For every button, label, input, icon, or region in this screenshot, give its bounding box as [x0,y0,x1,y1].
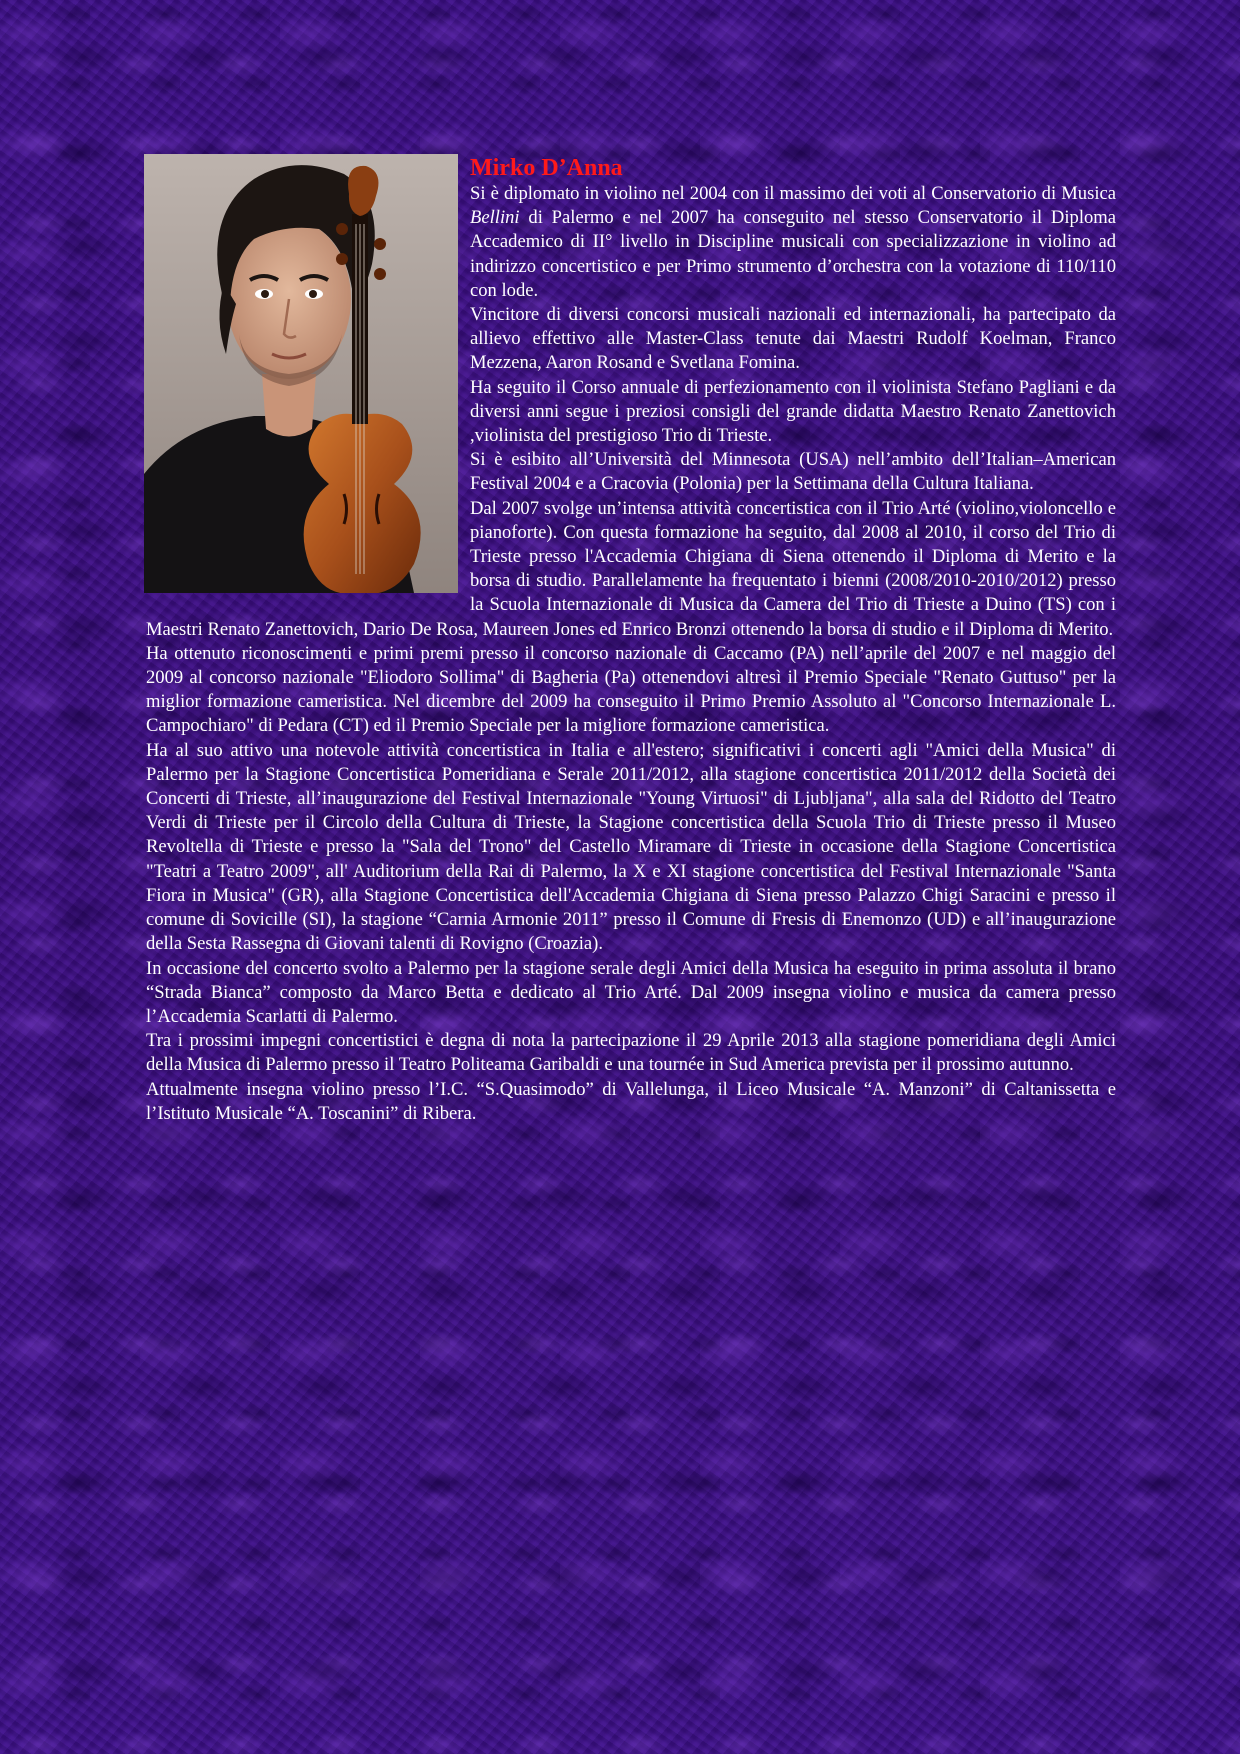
bio-paragraph-3: Ha seguito il Corso annuale di perfezionamento con il violinista Stefano Pagliani e da diversi anni segue i preziosi consigli del grande didatta Maestro Renato Zanettovich ,violinista del prestigioso Trio di Trieste. [470,376,1116,447]
bio-paragraph-7: Ha al suo attivo una notevole attività concertistica in Italia e all'estero; significativi i concerti agli "Amici della Musica" di Palermo per la Stagione Concertistica Pomeridiana e Serale 2011/2012, alla stagione concertistica 2011/2012 della Società dei Concerti di Trieste, all’inaugurazione del Festival Internazionale "Young Virtuosi" di Ljubljana", alla sala del Ridotto del Teatro Verdi di Trieste per il Circolo della Cultura di Trieste, la Stagione concertistica della Scuola Trio di Trieste presso il Museo Revoltella di Trieste e presso la "Sala del Trono" del Castello Miramare di Trieste in occasione della Stagione Concertistica "Teatri a Teatro 2009", all' Auditorium della Rai di Palermo, la X e XI stagione concertistica del Festival Internazionale "Santa Fiora in Musica" (GR), alla Stagione Concertistica dell'Accademia Chigiana di Siena presso Palazzo Chigi Saracini e presso il comune di Sovicille (SI), la stagione “Carnia Armonie 2011” presso il Comune di Fresis di Enemonzo (UD) e all’inaugurazione della Sesta Rassegna di Giovani talenti di Rovigno (Croazia). [146,739,1116,955]
bio-paragraph-4: Si è esibito all’Università del Minnesota (USA) nell’ambito dell’Italian–American Festival 2004 e a Cracovia (Polonia) per la Settimana della Cultura Italiana. [470,449,1116,495]
artist-name: Mirko D’Anna [470,155,623,181]
bio-paragraph-6: Ha ottenuto riconoscimenti e primi premi presso il concorso nazionale di Caccamo (PA) nell’aprile del 2007 e nel maggio del 2009 al concorso nazionale "Eliodoro Sollima" di Bagheria (Pa) ottenendovi altresì il Premio Speciale "Renato Guttuso" per la miglior formazione cameristica. Nel dicembre del 2009 ha conseguito il Primo Premio Assoluto al "Concorso Internazionale L. Campochiaro" di Pedara (CT) ed il Premio Speciale per la migliore formazione cameristica. [146,642,1116,737]
bio-paragraph-10: Attualmente insegna violino presso l’I.C. “S.Quasimodo” di Vallelunga, il Liceo Musicale “A. Manzoni” di Caltanissetta e l’Istituto Musicale “A. Toscanini” di Ribera. [146,1078,1116,1124]
bio-paragraph-8: In occasione del concerto svolto a Palermo per la stagione serale degli Amici della Musica ha eseguito in prima assoluta il brano “Strada Bianca” composto da Marco Betta e dedicato al Trio Arté. Dal 2009 insegna violino e musica da camera presso l’Accademia Scarlatti di Palermo. [146,957,1116,1027]
bio-paragraph-1-part-a: Si è diplomato in violino nel 2004 con il massimo dei voti al Conservatorio di Musica [470,183,1116,204]
bio-paragraph-1-part-c: di Palermo e nel 2007 ha conseguito nel stesso Conservatorio il Diploma Accademico di II° livello in Discipline musicali con specializzazione in violino ad indirizzo concertistico e per Primo strumento d’orchestra con la votazione di 110/110 con lode. [470,207,1116,301]
biography [146,154,1116,1126]
portrait-photo [144,154,458,593]
bio-paragraph-2: Vincitore di diversi concorsi musicali nazionali ed internazionali, ha partecipato da allievo effettivo alle Master-Class tenute dai Maestri Rudolf Koelman, Franco Mezzena, Aaron Rosand e Svetlana Fomina. [470,304,1116,374]
bio-paragraph-9: Tra i prossimi impegni concertistici è degna di nota la partecipazione il 29 Aprile 2013 alla stagione pomeridiana degli Amici della Musica di Palermo presso il Teatro Politeama Garibaldi e una tournée in Sud America prevista per il prossimo autunno. [146,1030,1116,1076]
bio-paragraph-5: Dal 2007 svolge un’intensa attività concertistica con il Trio Arté (violino,violoncello e pianoforte). Con questa formazione ha seguito, dal 2008 al 2010, il corso del Trio di Trieste presso l'Accademia Chigiana di Siena ottenendo il Diploma di Merito e la borsa di studio. Parallelamente ha frequentato i bienni (2008/2010-2010/2012) presso la Scuola Internazionale di Musica da Camera del Trio di Trieste a Duino (TS) con i Maestri Renato Zanettovich, Dario De Rosa, Maureen Jones ed Enrico Bronzi ottenendo la borsa di studio e il Diploma di Merito. [146,497,1116,640]
bio-paragraph-1-italic: Bellini [470,207,520,229]
